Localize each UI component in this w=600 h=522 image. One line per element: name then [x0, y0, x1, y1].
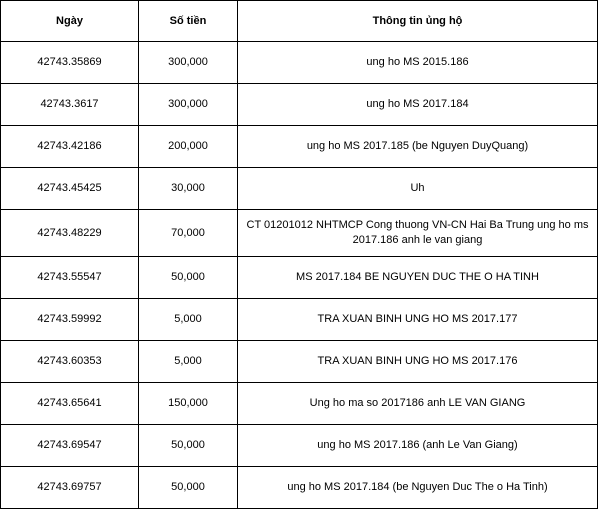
table-row [1, 467, 598, 509]
cell-info: TRA XUAN BINH UNG HO MS 2017.177 [238, 299, 598, 341]
cell-amount: 50,000 [139, 467, 238, 509]
cell-amount: 50,000 [139, 425, 238, 467]
cell-info: Ung ho ma so 2017186 anh LE VAN GIANG [238, 383, 598, 425]
cell-info: ung ho MS 2015.186 [238, 42, 598, 84]
cell-info: ung ho MS 2017.186 (anh Le Van Giang) [238, 425, 598, 467]
cell-amount: 70,000 [139, 210, 238, 257]
table-body [1, 42, 598, 509]
cell-amount: 50,000 [139, 257, 238, 299]
cell-date: 42743.42186 [1, 126, 139, 168]
cell-amount: 150,000 [139, 383, 238, 425]
cell-amount: 30,000 [139, 168, 238, 210]
cell-info: MS 2017.184 BE NGUYEN DUC THE O HA TINH [238, 257, 598, 299]
table-row [1, 425, 598, 467]
cell-date: 42743.35869 [1, 42, 139, 84]
cell-amount: 300,000 [139, 84, 238, 126]
header-amount: Số tiền [139, 1, 238, 42]
table-row [1, 257, 598, 299]
cell-info: ung ho MS 2017.184 [238, 84, 598, 126]
cell-info: CT 01201012 NHTMCP Cong thuong VN-CN Hai Ba Trung ung ho ms 2017.186 anh le van giang [238, 210, 598, 257]
table-row [1, 383, 598, 425]
cell-date: 42743.69757 [1, 467, 139, 509]
cell-date: 42743.3617 [1, 84, 139, 126]
cell-amount: 5,000 [139, 299, 238, 341]
cell-date: 42743.45425 [1, 168, 139, 210]
header-info: Thông tin ủng hộ [238, 1, 598, 42]
cell-amount: 200,000 [139, 126, 238, 168]
cell-amount: 300,000 [139, 42, 238, 84]
cell-date: 42743.65641 [1, 383, 139, 425]
table-row [1, 299, 598, 341]
cell-info: TRA XUAN BINH UNG HO MS 2017.176 [238, 341, 598, 383]
table-row [1, 210, 598, 257]
cell-date: 42743.55547 [1, 257, 139, 299]
cell-date: 42743.69547 [1, 425, 139, 467]
cell-info: ung ho MS 2017.185 (be Nguyen DuyQuang) [238, 126, 598, 168]
cell-date: 42743.60353 [1, 341, 139, 383]
cell-info: ung ho MS 2017.184 (be Nguyen Duc The o Ha Tinh) [238, 467, 598, 509]
cell-date: 42743.59992 [1, 299, 139, 341]
cell-info: Uh [238, 168, 598, 210]
table-row [1, 341, 598, 383]
table-row [1, 42, 598, 84]
header-row [1, 1, 598, 42]
table-row [1, 126, 598, 168]
table-header [1, 1, 598, 42]
cell-date: 42743.48229 [1, 210, 139, 257]
table-row [1, 168, 598, 210]
cell-amount: 5,000 [139, 341, 238, 383]
table-row [1, 84, 598, 126]
header-date: Ngày [1, 1, 139, 42]
